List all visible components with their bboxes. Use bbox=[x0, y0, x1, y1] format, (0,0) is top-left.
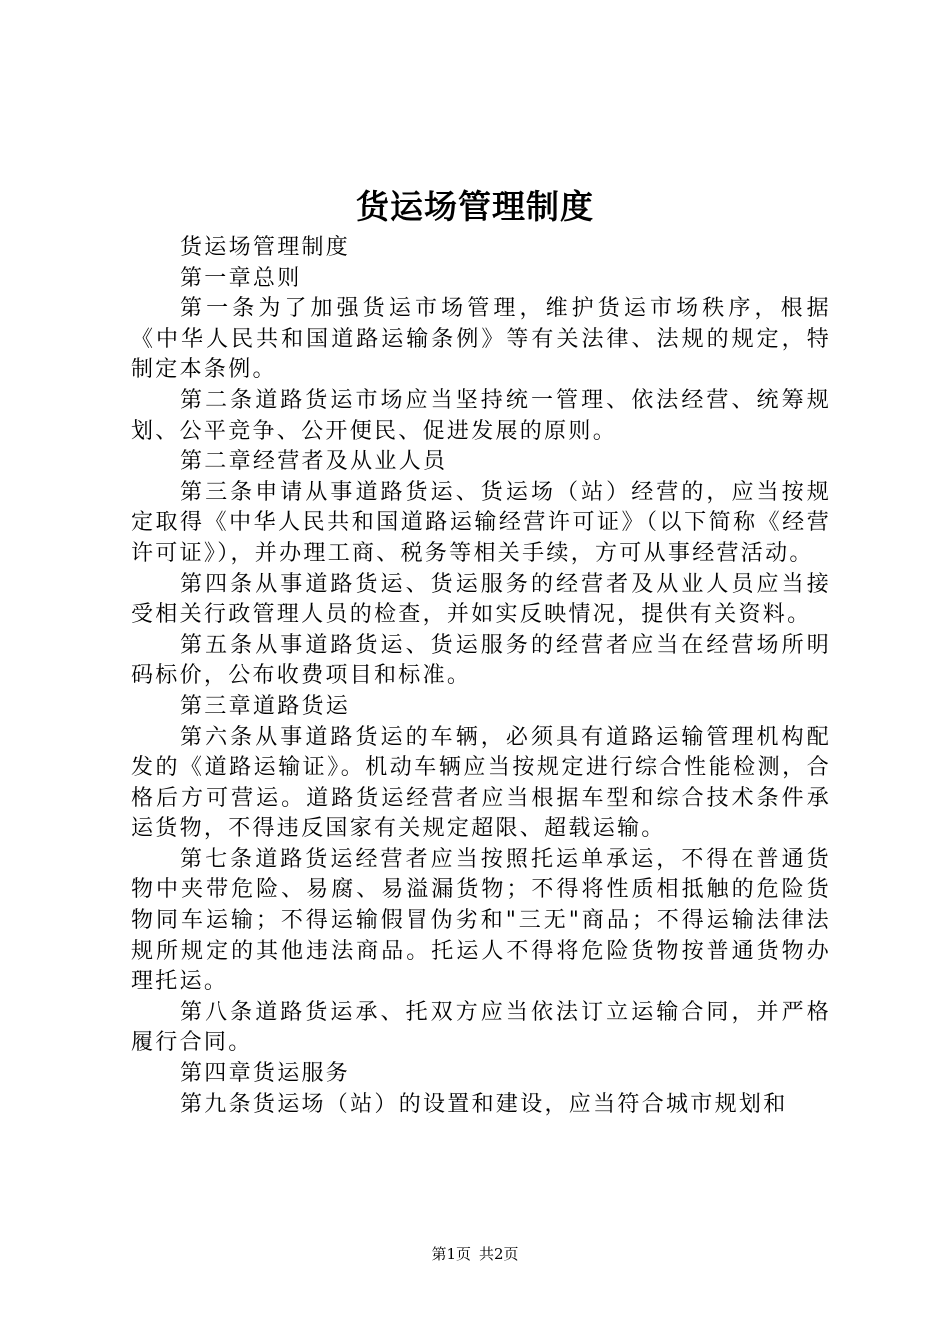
paragraph: 第六条从事道路货运的车辆，必须具有道路运输管理机构配发的《道路运输证》。机动车辆应当按规定进行综合性能检测，合格后方可营运。道路货运经营者应当根据车型和综合技术条件承运货物，不得违反国家有关规定超限、超载运输。 bbox=[131, 724, 831, 842]
chapter-heading: 第一章总则 bbox=[180, 265, 302, 291]
paragraph: 第二条道路货运市场应当坚持统一管理、依法经营、统筹规划、公平竞争、公开便民、促进发展的原则。 bbox=[131, 387, 831, 444]
page-footer bbox=[0, 1244, 950, 1264]
paragraph: 货运场管理制度 bbox=[180, 235, 351, 260]
paragraph: 第三条申请从事道路货运、货运场（站）经营的，应当按规定取得《中华人民共和国道路运输经营许可证》（以下简称《经营许可证》），并办理工商、税务等相关手续，方可从事经营活动。 bbox=[131, 479, 831, 566]
chapter-heading: 第三章道路货运 bbox=[180, 693, 351, 719]
paragraph: 第五条从事道路货运、货运服务的经营者应当在经营场所明码标价，公布收费项目和标准。 bbox=[131, 632, 831, 689]
page-total: 共2页 bbox=[479, 1245, 519, 1263]
document-body bbox=[131, 233, 831, 1120]
paragraph: 第四条从事道路货运、货运服务的经营者及从业人员应当接受相关行政管理人员的检查，并如实反映情况，提供有关资料。 bbox=[131, 571, 831, 628]
chapter-heading: 第二章经营者及从业人员 bbox=[180, 449, 448, 475]
paragraph: 第一条为了加强货运市场管理，维护货运市场秩序，根据《中华人民共和国道路运输条例》等有关法律、法规的规定，特制定本条例。 bbox=[131, 296, 831, 383]
page-number: 第1页 bbox=[431, 1245, 471, 1263]
chapter-heading: 第四章货运服务 bbox=[180, 1061, 351, 1087]
paragraph: 第八条道路货运承、托双方应当依法订立运输合同，并严格履行合同。 bbox=[131, 999, 831, 1056]
document-title: 货运场管理制度 bbox=[356, 187, 594, 226]
paragraph: 第九条货运场（站）的设置和建设，应当符合城市规划和 bbox=[180, 1091, 788, 1117]
paragraph: 第七条道路货运经营者应当按照托运单承运，不得在普通货物中夹带危险、易腐、易溢漏货物；不得将性质相抵触的危险货物同车运输；不得运输假冒伪劣和"三无"商品；不得运输法律法规所规定的其他违法商品。托运人不得将危险货物按普通货物办理托运。 bbox=[131, 846, 831, 995]
